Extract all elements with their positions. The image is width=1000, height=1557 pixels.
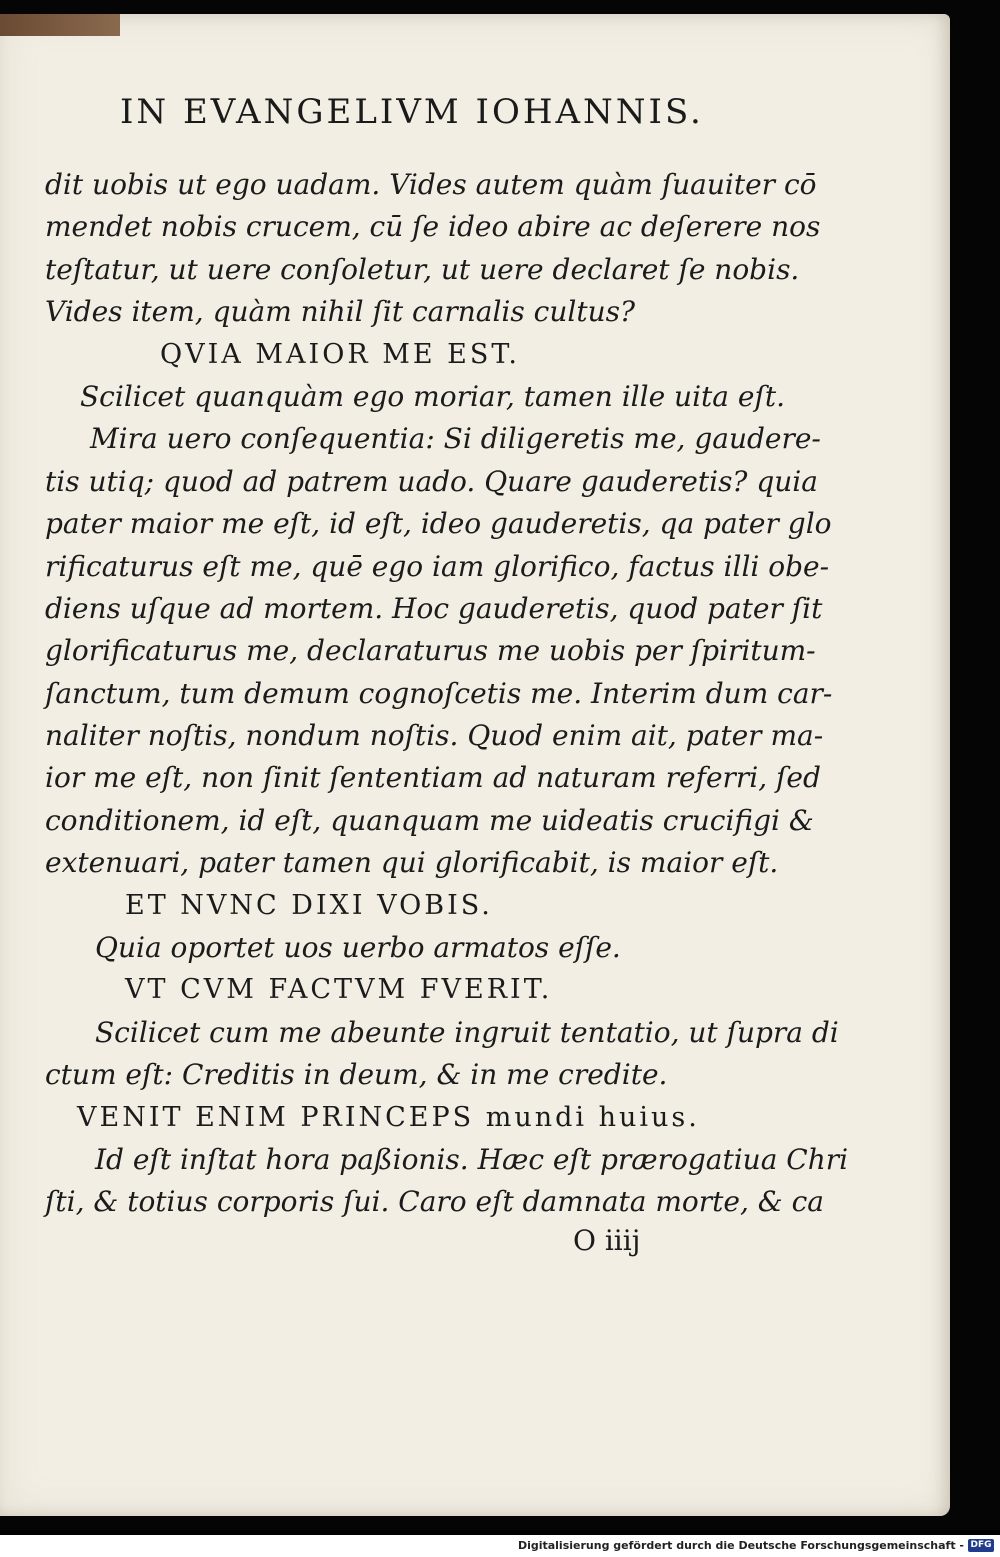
lemma-heading: VENIT ENIM PRINCEPS mundi huius.	[77, 1101, 700, 1133]
text-line: teſtatur, ut uere conſoletur, ut uere declaret ſe nobis.	[45, 252, 800, 286]
book-page	[0, 14, 950, 1516]
text-line: dit uobis ut ego uadam. Vides autem quàm ſuauiter cō	[45, 168, 817, 201]
footer-bar	[0, 1535, 1000, 1557]
text-line: Id eſt inſtat hora paßionis. Hæc eſt prærogatiua Chri	[95, 1142, 849, 1176]
text-line: diens uſque ad mortem. Hoc gauderetis, quod pater ſit	[45, 591, 823, 625]
running-header: IN EVANGELIVM IOHANNIS.	[120, 92, 704, 132]
lemma-heading: QVIA MAIOR ME EST.	[160, 338, 521, 370]
text-line: mendet nobis crucem, cū ſe ideo abire ac deſerere nos	[45, 210, 821, 244]
text-line: ſanctum, tum demum cognoſcetis me. Interim dum car-	[45, 676, 833, 710]
text-line: ctum eſt: Creditis in deum, & in me credite.	[45, 1058, 668, 1092]
book-binding-edge	[0, 14, 120, 36]
text-line: extenuari, pater tamen qui glorificabit, is maior eſt.	[45, 846, 779, 880]
text-line: conditionem, id eſt, quanquam me uideatis crucifigi &	[45, 803, 814, 837]
text-line: Scilicet cum me abeunte ingruit tentatio, ut ſupra di	[95, 1015, 839, 1049]
lemma-heading: VT CVM FACTVM FVERIT.	[125, 974, 553, 1006]
funding-notice: Digitalisierung gefördert durch die Deutsche Forschungsgemeinschaft -	[517, 1539, 964, 1552]
text-line: Mira uero conſequentia: Si diligeretis me, gaudere-	[90, 422, 821, 456]
text-line: ſti, & totius corporis ſui. Caro eſt damnata morte, & ca	[45, 1185, 824, 1219]
signature-mark: O iiij	[573, 1224, 641, 1257]
text-line: Vides item, quàm nihil ſit carnalis cultus?	[45, 295, 635, 329]
text-line: rificaturus eſt me, quē ego iam glorifico, factus illi obe-	[45, 549, 830, 583]
dfg-logo-icon: DFG	[968, 1539, 994, 1552]
text-line: glorificaturus me, declaraturus me uobis per ſpiritum-	[45, 634, 816, 668]
text-line: pater maior me eſt, id eſt, ideo gauderetis, qa pater glo	[45, 507, 832, 541]
text-line: tis utiq; quod ad patrem uado. Quare gauderetis? quia	[45, 464, 818, 498]
lemma-heading: ET NVNC DIXI VOBIS.	[125, 889, 493, 921]
text-line: Quia oportet uos uerbo armatos eſſe.	[95, 931, 621, 965]
text-line: Scilicet quanquàm ego moriar, tamen ille uita eſt.	[80, 379, 785, 413]
text-line: naliter noſtis, nondum noſtis. Quod enim ait, pater ma-	[45, 719, 824, 753]
body-text	[45, 164, 849, 1224]
text-line: ior me eſt, non ſinit ſententiam ad naturam referri, ſed	[45, 761, 821, 795]
